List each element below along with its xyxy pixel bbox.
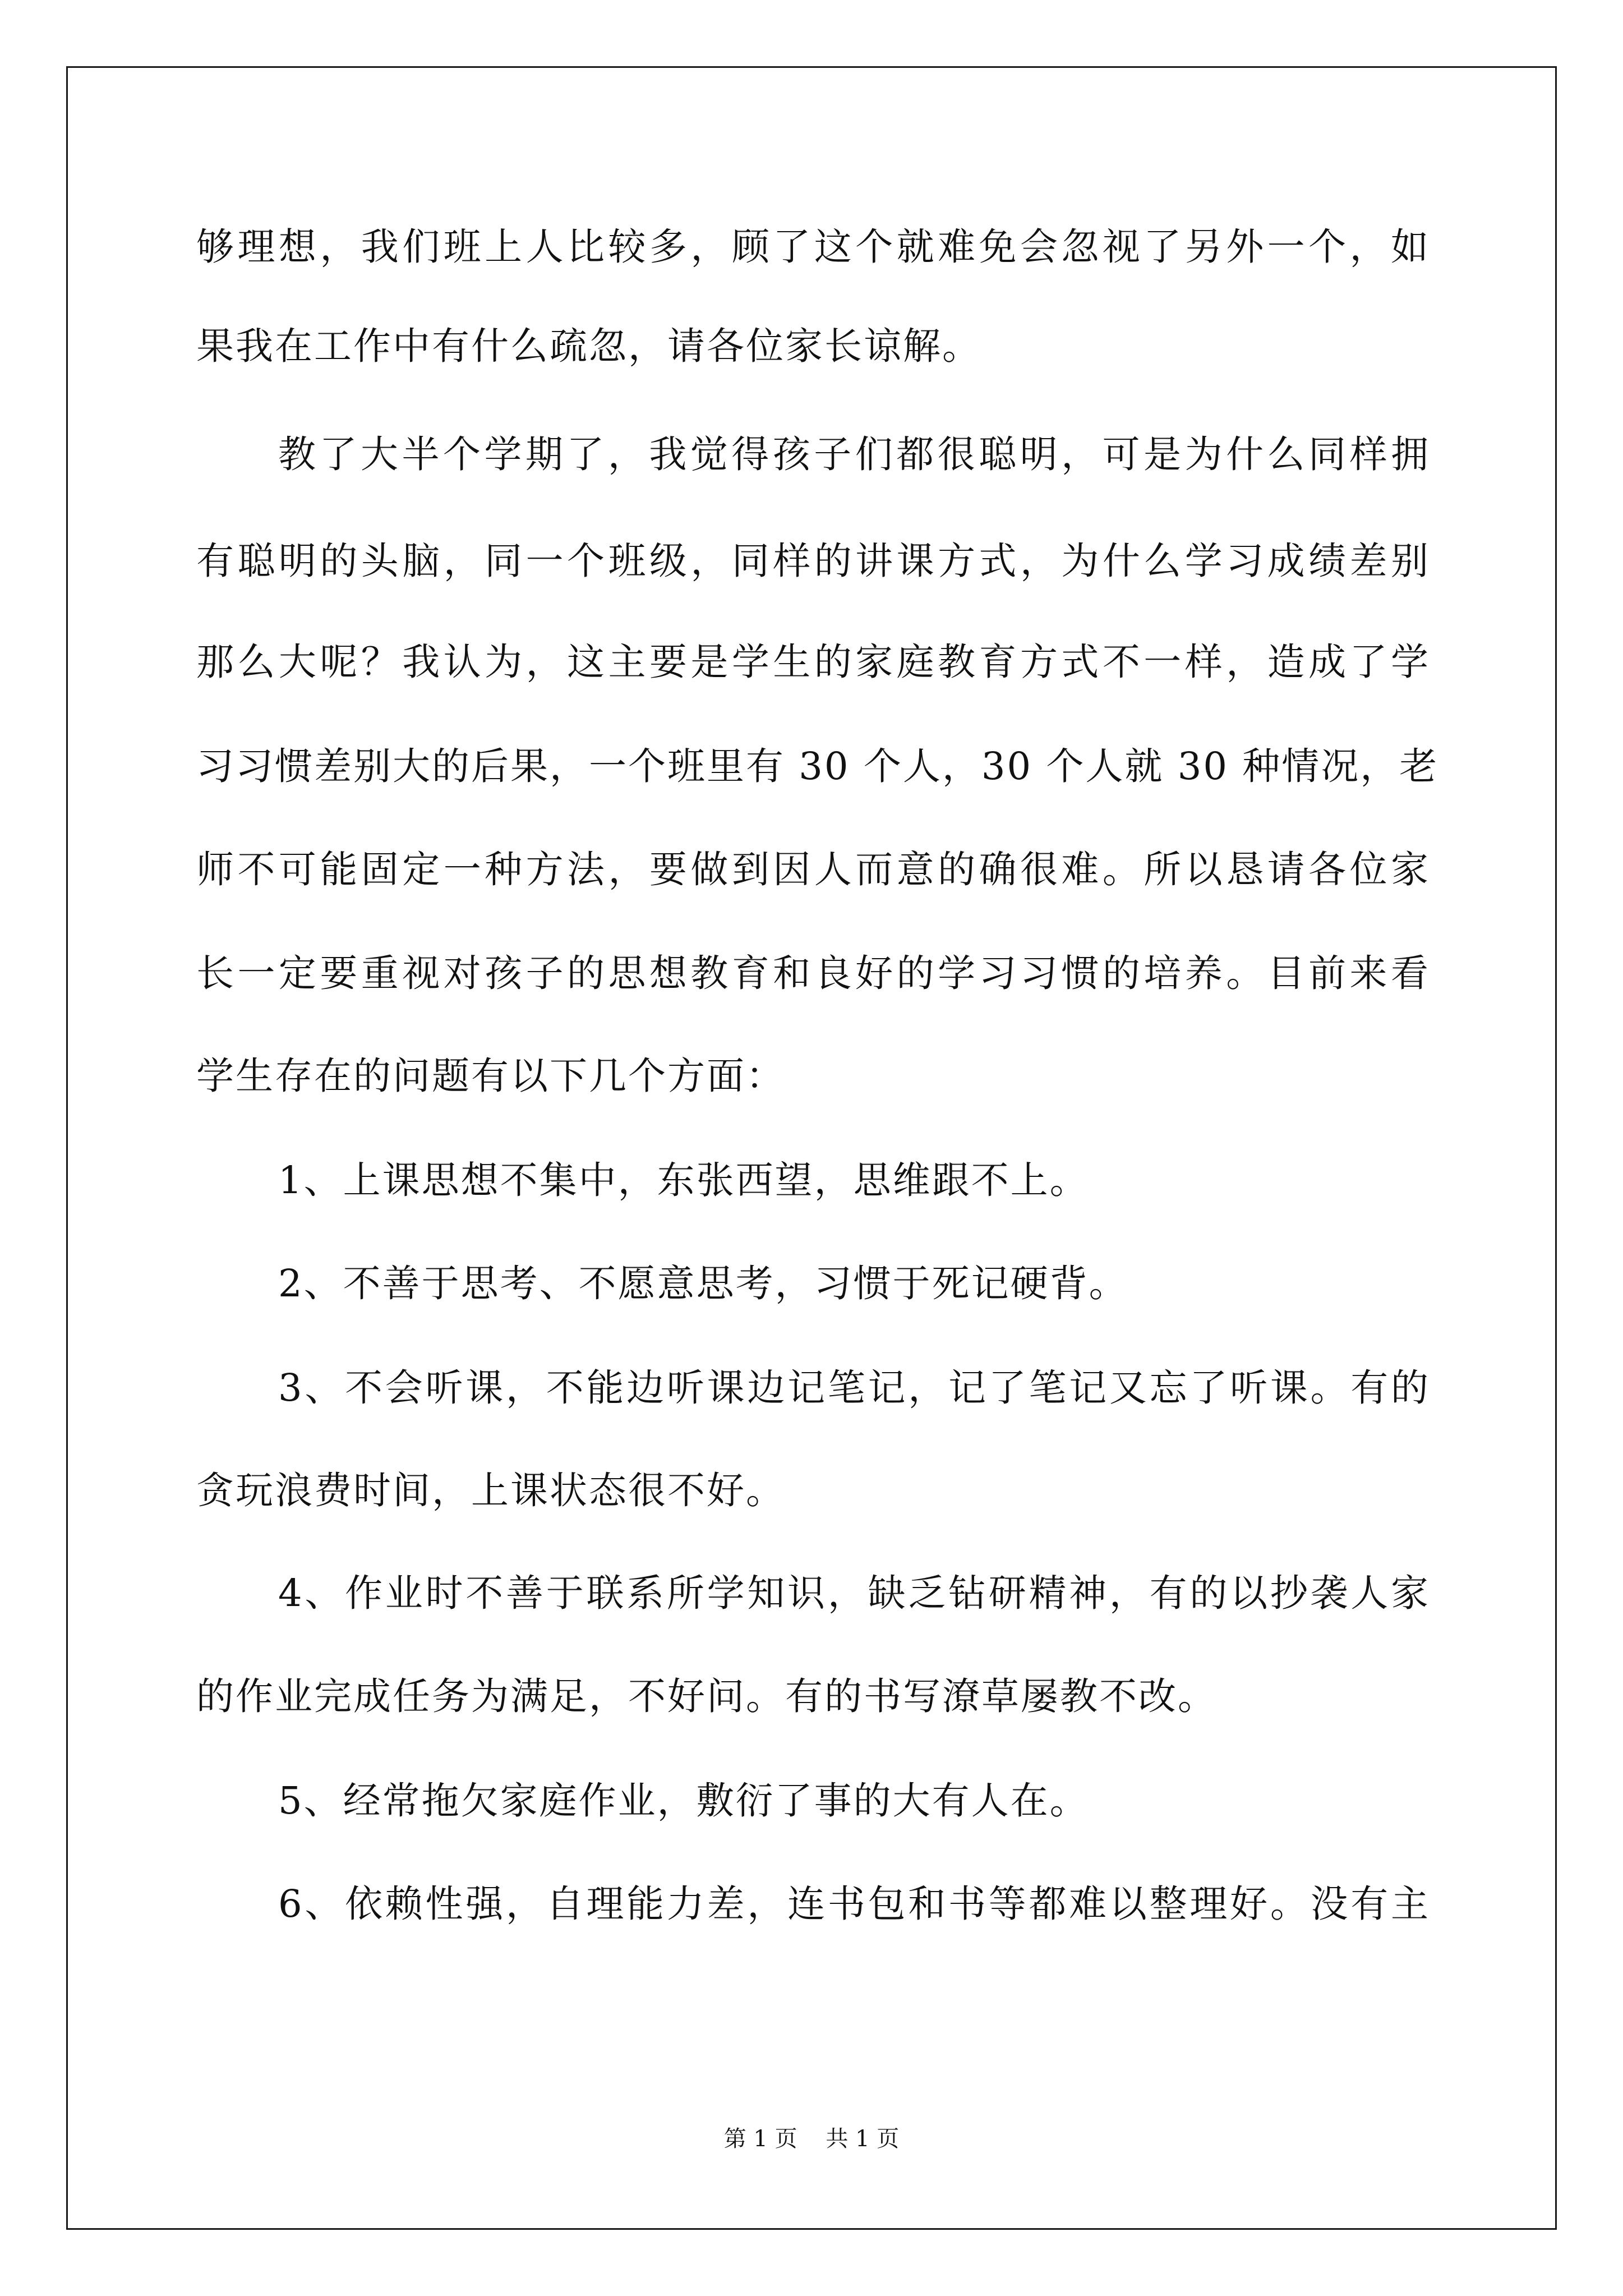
text-line: 长一定要重视对孩子的思想教育和良好的学习习惯的培养。目前来看 <box>196 951 1430 995</box>
text-line: 贪玩浪费时间，上课状态很不好。 <box>196 1469 785 1512</box>
text-line: 有聪明的头脑，同一个班级，同样的讲课方式，为什么学习成绩差别 <box>196 539 1430 583</box>
text-line: 师不可能固定一种方法，要做到因人而意的确很难。所以恳请各位家 <box>196 848 1430 891</box>
text-line: 够理想，我们班上人比较多，顾了这个就难免会忽视了另外一个，如 <box>196 225 1430 269</box>
text-line: 学生存在的问题有以下几个方面： <box>196 1054 785 1098</box>
text-line: 教了大半个学期了，我觉得孩子们都很聪明，可是为什么同样拥 <box>278 432 1430 476</box>
list-item: 1、上课思想不集中，东张西望，思维跟不上。 <box>278 1158 1089 1202</box>
text-line: 那么大呢？我认为，这主要是学生的家庭教育方式不一样，造成了学 <box>196 640 1430 684</box>
list-item: 5、经常拖欠家庭作业，敷衍了事的大有人在。 <box>278 1779 1089 1823</box>
list-item: 3、不会听课，不能边听课边记笔记，记了笔记又忘了听课。有的 <box>278 1366 1430 1410</box>
page-number-footer: 第 1 页 共 1 页 <box>723 2126 900 2152</box>
list-item: 6、依赖性强，自理能力差，连书包和书等都难以整理好。没有主 <box>278 1882 1430 1926</box>
list-item: 2、不善于思考、不愿意思考，习惯于死记硬背。 <box>278 1262 1128 1305</box>
text-line: 习习惯差别大的后果，一个班里有 30 个人，30 个人就 30 种情况，老 <box>196 744 1439 788</box>
list-item: 4、作业时不善于联系所学知识，缺乏钻研精神，有的以抄袭人家 <box>278 1571 1430 1615</box>
text-line: 的作业完成任务为满足，不好问。有的书写潦草屡教不改。 <box>196 1674 1217 1718</box>
text-line: 果我在工作中有什么疏忽，请各位家长谅解。 <box>196 324 981 368</box>
